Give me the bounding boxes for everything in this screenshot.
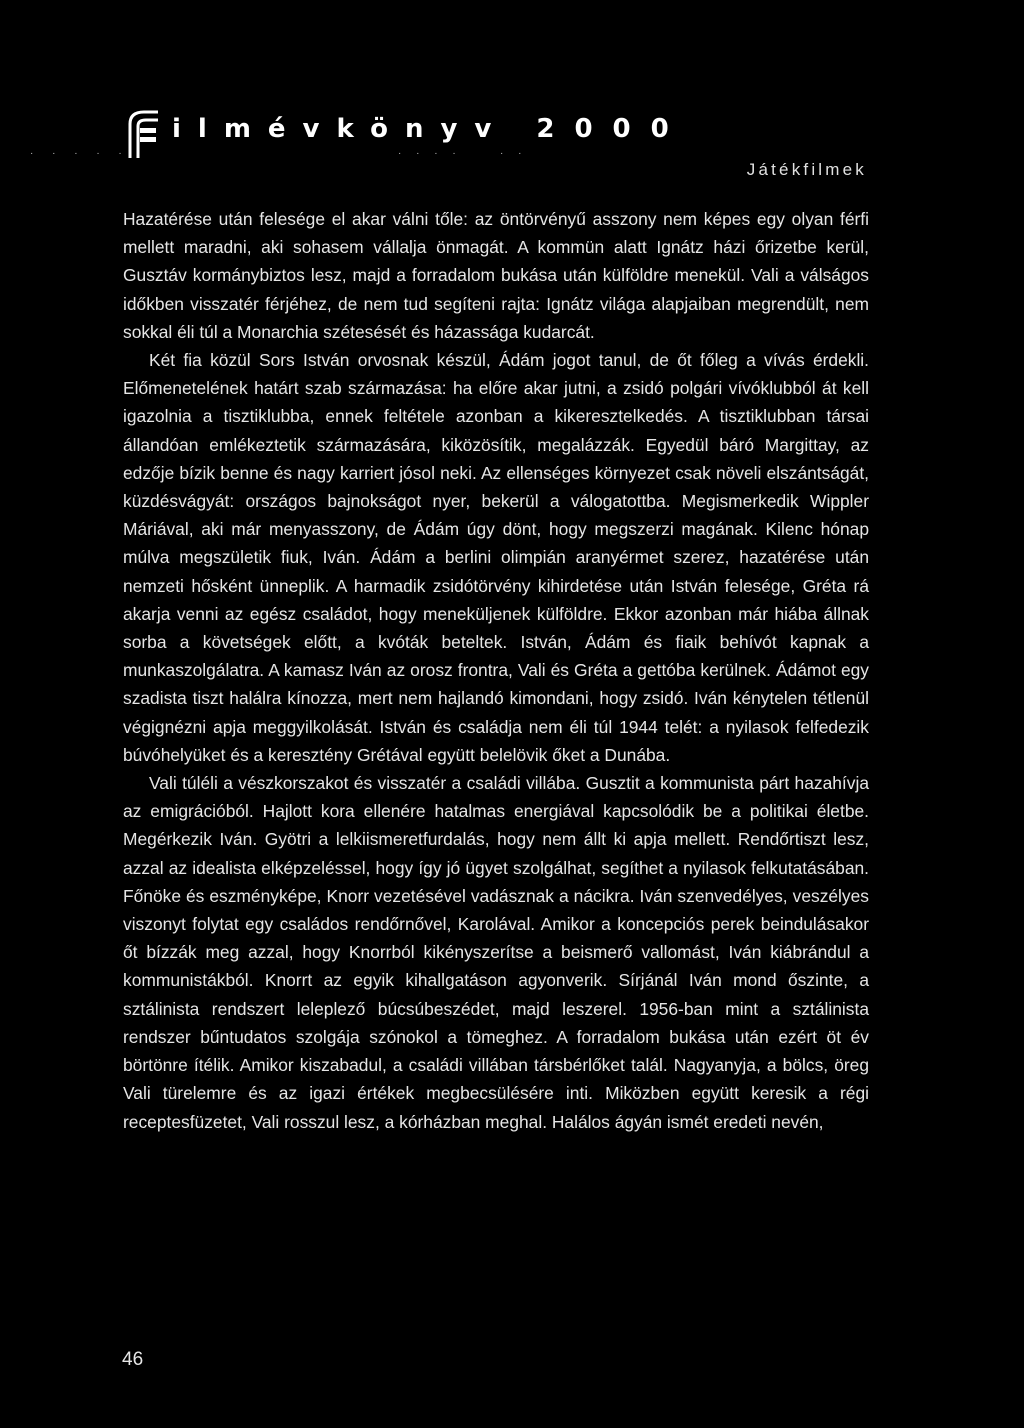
- decorative-dots-mid: · · · ·: [398, 148, 462, 159]
- decorative-dots-right: · ·: [500, 148, 528, 159]
- paragraph-2: Két fia közül Sors István orvosnak készül, Ádám jogot tanul, de őt főleg a vívás érdekli. Előmenetelének határt szab származása: ha előre akar jutni, a zsidó polgári vívóklubból át kell igazolnia a tisztiklubba, ennek feltétele azonban a kikeresztelkedés. A tisztiklubban társai állandóan emlékeztetik származására, kiközösítik, megalázzák. Egyedül báró Margittay, az edzője bízik benne és nagy karriert jósol neki. Az ellenséges környezet csak növeli elszántságát, küzdésvágyát: országos bajnokságot nyer, bekerül a válogatottba. Megismerkedik Wippler Máriával, aki már menyasszony, de Ádám úgy dönt, hogy megszerzi magának. Kilenc hónap múlva megszületik fiuk, Iván. Ádám a berlini olimpián aranyérmet szerez, hazatérése után nemzeti hősként ünneplik. A harmadik zsidótörvény kihirdetése után István felesége, Gréta rá akarja venni az egész családot, hogy meneküljenek külföldre. Ekkor azonban már hiába állnak sorba a követségek előtt, a kvóták beteltek. István, Ádám és fiaik behívót kapnak a munkaszolgálatra. A kamasz Iván az orosz frontra, Vali és Gréta a gettóba kerülnek. Ádámot egy szadista tiszt halálra kínozza, mert nem hajlandó kimondani, hogy zsidó. Iván kénytelen tétlenül végignézni apja meggyilkolását. István és családja nem éli túl 1944 telét: a nyilasok felfedezik búvóhelyüket és a keresztény Grétával együtt belelövik őket a Dunába.: [123, 350, 869, 765]
- page-number: 46: [122, 1349, 144, 1370]
- paragraph-1: Hazatérése után felesége el akar válni tőle: az öntörvényű asszony nem képes egy olyan férfi mellett maradni, aki sohasem vállalja önmagát. A kommün alatt Ignátz házi őrizetbe kerül, Gusztáv kormánybiztos lesz, majd a forradalom bukása után külföldre menekül. Vali a válságos időkben visszatér férjéhez, de nem tud segíteni rajta: Ignátz világa alapjaiban megrendült, nem sokkal éli túl a Monarchia szétesését és házassága kudarcát.: [123, 209, 869, 342]
- masthead-word: ilmévkönyv: [172, 114, 509, 144]
- masthead-year: 2000: [536, 114, 689, 144]
- article-body: [123, 205, 869, 1136]
- section-title: Játékfilmek: [746, 160, 867, 179]
- yearbook-masthead: [172, 114, 689, 144]
- paragraph-3: Vali túléli a vészkorszakot és visszatér a családi villába. Gusztit a kommunista párt hazahívja az emigrációból. Hajlott kora ellenére hatalmas energiával kapcsolódik be a politikai életbe. Megérkezik Iván. Gyötri a lelkiismeretfurdalás, hogy nem állt ki apja mellett. Rendőrtiszt lesz, azzal az idealista elképzeléssel, hogy így jó ügyet szolgálhat, segíthet a nyilasok felkutatásában. Főnöke és eszményképe, Knorr vezetésével vadásznak a nácikra. Iván szenvedélyes, veszélyes viszonyt folytat egy családos rendőrnővel, Karolával. Amikor a koncepciós perek beindulásakor őt bízzák meg azzal, hogy Knorrból kikényszerítse a beismerő vallomást, Iván kiábrándul a kommunistákból. Knorrt az egyik kihallgatáson agyonverik. Sírjánál Iván mond őszinte, a sztálinista rendszert leleplező búcsúbeszédet, majd leszerel. 1956-ban mint a sztálinista rendszer bűntudatos szolgája szónokol a tömeghez. A forradalom bukása után ezért öt év börtönre ítélik. Amikor kiszabadul, a családi villában társbérlőket talál. Nagyanyja, a bölcs, öreg Vali türelemre és az igazi értékek megbecsülésére inti. Miközben együtt keresik a régi receptesfüzetet, Vali rosszul lesz, a kórházban meghal. Halálos ágyán ismét eredeti nevén,: [123, 773, 869, 1132]
- f-logo-icon: [120, 108, 162, 160]
- decorative-dots-left: · · · · ·: [30, 148, 130, 159]
- page-header: [0, 100, 1024, 190]
